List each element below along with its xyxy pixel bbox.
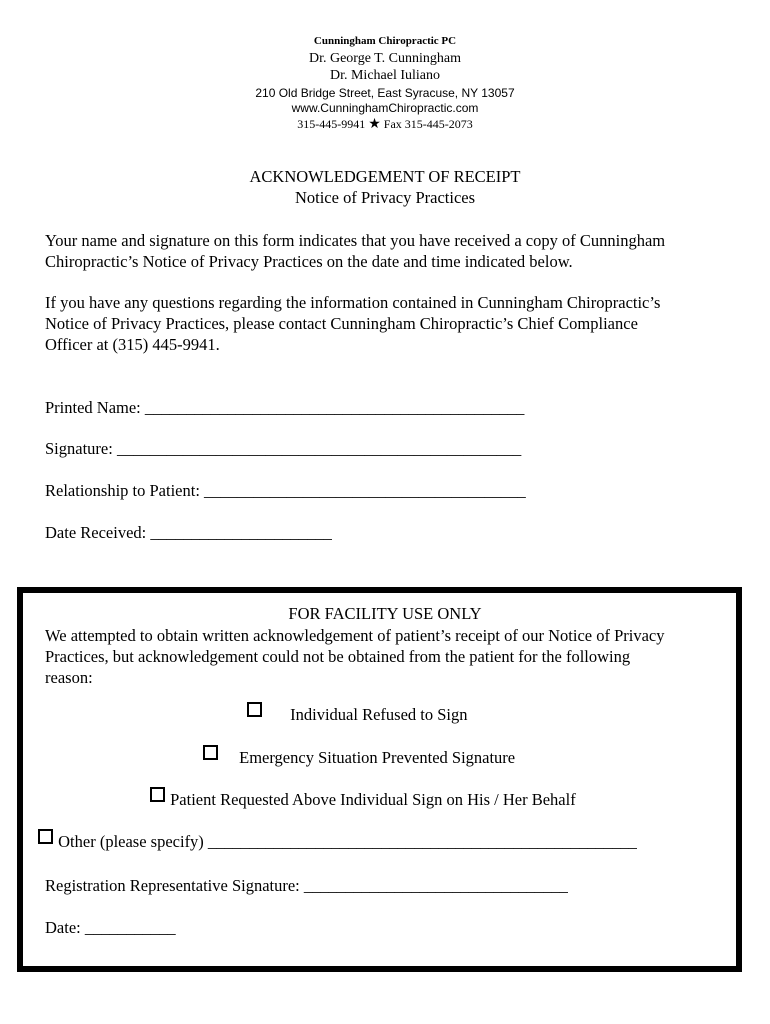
facility-date-field[interactable]: Date: ___________ xyxy=(45,918,176,937)
paragraph-1-line-1: Your name and signature on this form indicates that you have received a copy of Cunningham xyxy=(45,231,666,250)
checkbox-refused[interactable] xyxy=(247,702,262,717)
document-title: ACKNOWLEDGEMENT OF RECEIPT xyxy=(249,167,521,186)
option-refused xyxy=(247,705,467,725)
option-other-label[interactable]: Other (please specify) ____________________________________________________ xyxy=(58,832,637,851)
paragraph-2-line-1: If you have any questions regarding the information contained in Cunningham Chiropractic’s xyxy=(45,293,661,312)
relationship-field[interactable]: Relationship to Patient: _______________________________________ xyxy=(45,481,526,500)
option-patient-request-label: Patient Requested Above Individual Sign on His / Her Behalf xyxy=(170,790,576,809)
option-patient-request xyxy=(150,790,576,810)
signature-field[interactable]: Signature: _________________________________________________ xyxy=(45,439,522,458)
date-received-field[interactable]: Date Received: ______________________ xyxy=(45,523,332,542)
checkbox-emergency[interactable] xyxy=(203,745,218,760)
facility-text-line-1: We attempted to obtain written acknowledgement of patient’s receipt of our Notice of Privacy xyxy=(45,626,665,645)
option-other xyxy=(38,832,637,852)
contact-line xyxy=(0,116,770,133)
website: www.CunninghamChiropractic.com xyxy=(291,101,479,115)
paragraph-2-line-3: Officer at (315) 445-9941. xyxy=(45,335,220,354)
doctor-name-2: Dr. Michael Iuliano xyxy=(329,68,441,83)
address: 210 Old Bridge Street, East Syracuse, NY 13057 xyxy=(255,86,515,100)
paragraph-2-line-2: Notice of Privacy Practices, please contact Cunningham Chiropractic’s Chief Compliance xyxy=(45,314,638,333)
doctor-name-1: Dr. George T. Cunningham xyxy=(308,51,462,66)
rep-signature-field[interactable]: Registration Representative Signature: ________________________________ xyxy=(45,876,568,895)
facility-text-line-3: reason: xyxy=(45,668,93,687)
facility-heading: FOR FACILITY USE ONLY xyxy=(288,604,482,623)
checkbox-patient-request[interactable] xyxy=(150,787,165,802)
fax-number: Fax 315-445-2073 xyxy=(383,117,473,131)
option-emergency-label: Emergency Situation Prevented Signature xyxy=(239,748,516,767)
document-subtitle: Notice of Privacy Practices xyxy=(294,188,476,207)
star-icon: ★ xyxy=(368,117,381,132)
practice-name: Cunningham Chiropractic PC xyxy=(313,35,457,47)
option-refused-label: Individual Refused to Sign xyxy=(290,705,468,724)
checkbox-other[interactable] xyxy=(38,829,53,844)
paragraph-1-line-2: Chiropractic’s Notice of Privacy Practices on the date and time indicated below. xyxy=(45,252,573,271)
printed-name-field[interactable]: Printed Name: ______________________________________________ xyxy=(45,398,525,417)
facility-text-line-2: Practices, but acknowledgement could not be obtained from the patient for the following xyxy=(45,647,631,666)
phone-number: 315-445-9941 xyxy=(297,117,366,131)
option-emergency xyxy=(203,748,515,768)
